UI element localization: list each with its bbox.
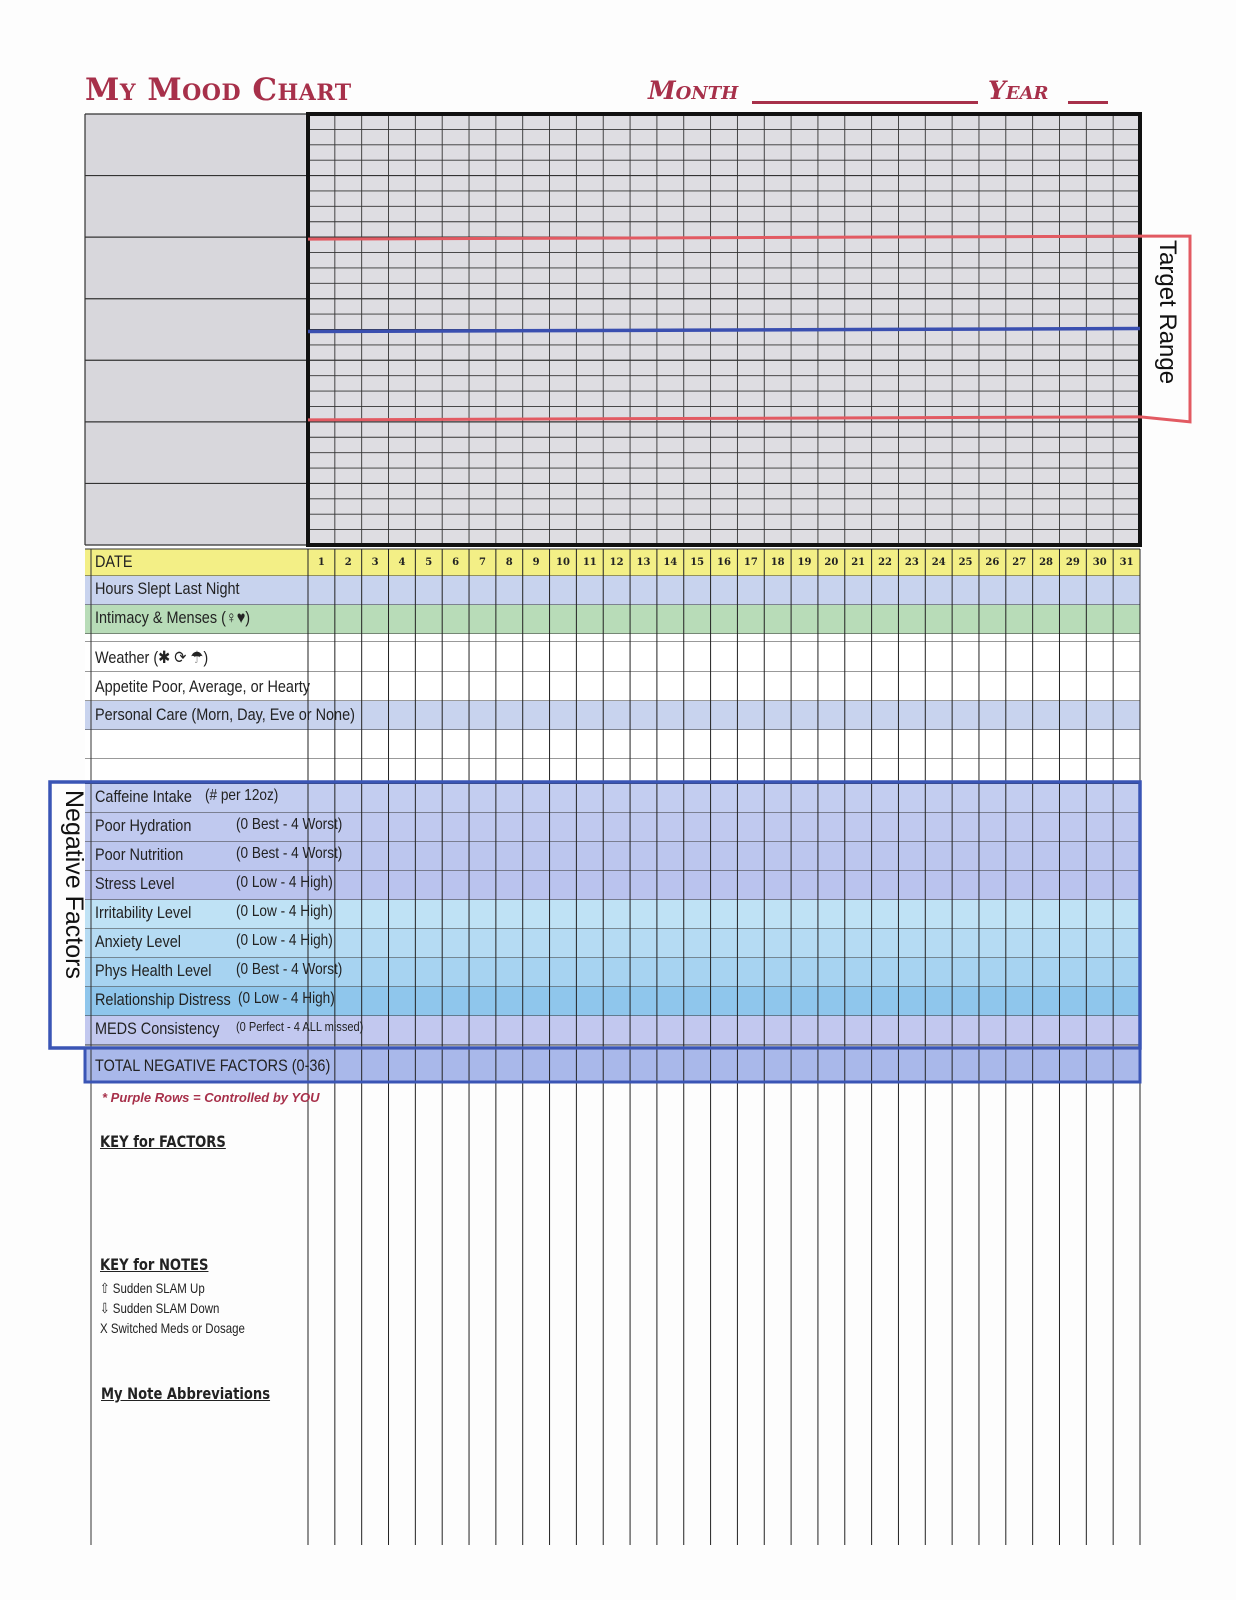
day-number: 25 (958, 557, 973, 568)
date-label: DATE (95, 552, 133, 571)
negative-factor-scale: (0 Best - 4 Worst) (236, 816, 343, 833)
day-number: 5 (425, 557, 433, 568)
tracking-row-label: Intimacy & Menses (♀♥) (95, 608, 251, 627)
day-number: 4 (398, 557, 406, 568)
day-number: 16 (717, 557, 731, 568)
negative-factor-scale: (0 Best - 4 Worst) (236, 961, 343, 978)
day-number: 28 (1039, 557, 1054, 568)
day-number: 3 (371, 557, 379, 568)
day-number: 12 (609, 557, 624, 568)
key-note-item: ⇧ Sudden SLAM Up (100, 1280, 205, 1296)
total-negative-factors-label: TOTAL NEGATIVE FACTORS (0-36) (95, 1056, 331, 1075)
day-number: 23 (904, 557, 919, 568)
negative-factor-scale: (0 Low - 4 High) (238, 990, 335, 1007)
day-number: 7 (478, 557, 486, 568)
negative-factor-label: Irritability Level (95, 903, 192, 922)
day-number: 2 (344, 557, 352, 568)
negative-factor-scale: (0 Best - 4 Worst) (236, 845, 343, 862)
negative-factor-scale: (0 Perfect - 4 ALL missed) (236, 1019, 364, 1034)
spacer-row (85, 634, 1140, 642)
negative-factors-label: Negative Factors (60, 790, 88, 979)
day-number: 6 (452, 557, 460, 568)
abbrev-heading: My Note Abbreviations (101, 1384, 271, 1403)
negative-factor-label: Poor Nutrition (95, 845, 184, 864)
mood-label-column (85, 114, 305, 545)
day-number: 20 (824, 557, 839, 568)
negative-factor-scale: (# per 12oz) (205, 787, 279, 804)
day-number: 17 (743, 557, 758, 568)
day-number: 21 (851, 557, 866, 568)
day-number: 22 (878, 557, 892, 568)
day-number: 24 (931, 557, 946, 568)
negative-factor-label: Phys Health Level (95, 961, 212, 980)
day-number: 18 (770, 557, 785, 568)
day-number: 1 (317, 557, 325, 568)
negative-factor-scale: (0 Low - 4 High) (236, 932, 333, 949)
tracking-row-label: Appetite Poor, Average, or Hearty (95, 677, 311, 696)
page-title: My Mood Chart (85, 72, 352, 108)
year-label: Year (988, 76, 1049, 105)
negative-factor-scale: (0 Low - 4 High) (236, 903, 333, 920)
day-number: 14 (663, 557, 678, 568)
key-note-item: ⇩ Sudden SLAM Down (100, 1300, 220, 1316)
negative-factor-label: Relationship Distress (95, 990, 231, 1009)
key-note-item: X Switched Meds or Dosage (100, 1320, 245, 1336)
day-number: 15 (690, 557, 705, 568)
negative-factor-scale: (0 Low - 4 High) (236, 874, 333, 891)
day-number: 19 (797, 557, 812, 568)
key-notes-heading: KEY for NOTES (100, 1255, 209, 1274)
key-factors-heading: KEY for FACTORS (100, 1132, 226, 1151)
negative-factor-label: Caffeine Intake (95, 787, 192, 806)
negative-factor-label: Stress Level (95, 874, 175, 893)
negative-factor-label: Anxiety Level (95, 932, 181, 951)
negative-factor-label: Poor Hydration (95, 816, 192, 835)
day-number: 10 (555, 557, 570, 568)
tracking-row-label: Personal Care (Morn, Day, Eve or None) (95, 705, 355, 724)
month-label: Month (648, 76, 739, 105)
blank-row-1 (85, 730, 1140, 759)
day-number: 11 (582, 557, 597, 568)
day-number: 31 (1119, 557, 1134, 568)
hours-slept-row (85, 576, 1140, 605)
day-number: 26 (985, 557, 1000, 568)
negative-factor-label: MEDS Consistency (95, 1019, 220, 1038)
day-number: 13 (636, 557, 651, 568)
day-number: 30 (1092, 557, 1107, 568)
tracking-row-label: Hours Slept Last Night (95, 579, 240, 598)
day-number: 29 (1065, 557, 1080, 568)
purple-rows-note: * Purple Rows = Controlled by YOU (102, 1090, 320, 1105)
tracking-row-label: Weather (✱ ⟳ ☂) (95, 648, 209, 667)
weather-row (85, 642, 1140, 672)
day-number: 8 (505, 557, 513, 568)
target-range-label: Target Range (1154, 240, 1181, 385)
day-number: 9 (532, 557, 540, 568)
day-number: 27 (1012, 557, 1027, 568)
